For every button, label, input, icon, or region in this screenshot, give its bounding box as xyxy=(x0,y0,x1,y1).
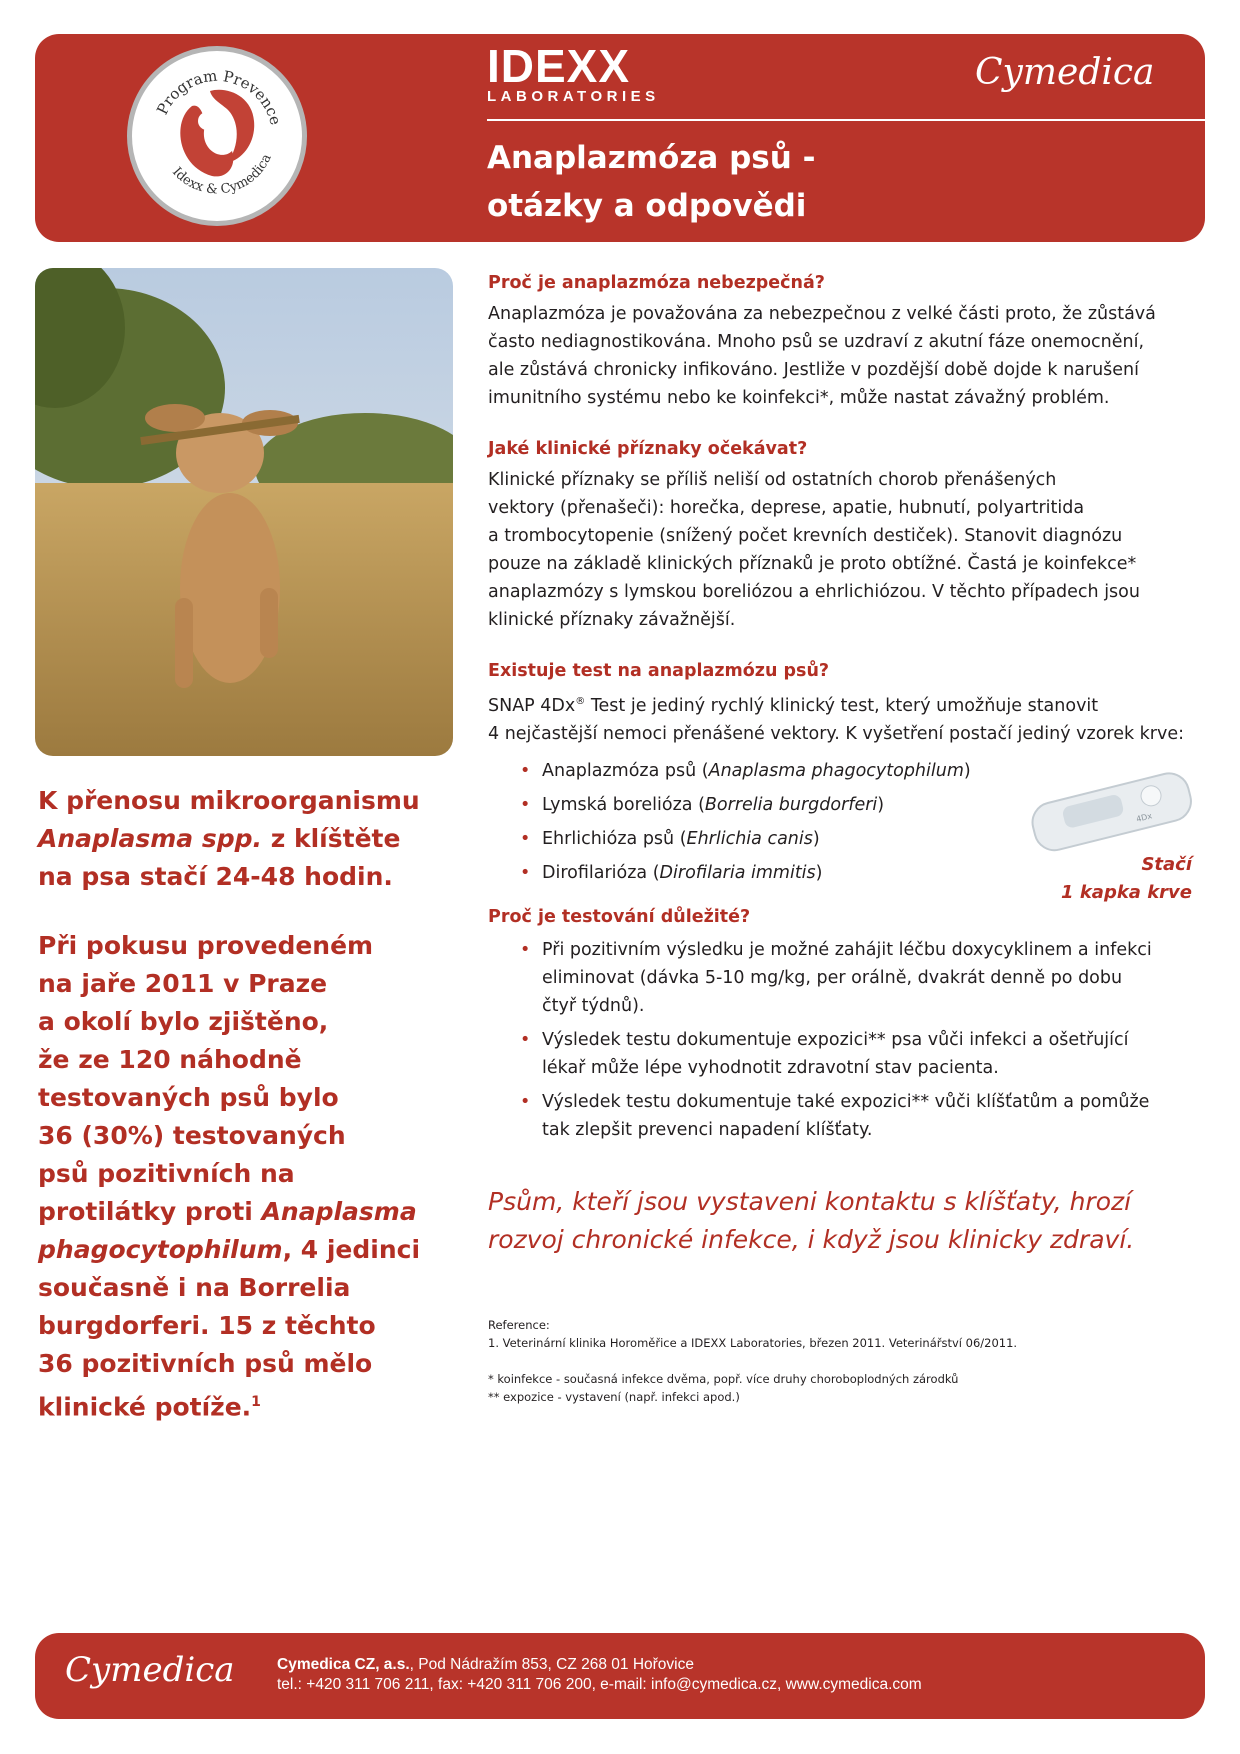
list-item: • Výsledek testu dokumentuje také expozici** vůči klíšťatům a pomůže tak zlepšit prevenci napadení klíšťaty. xyxy=(488,1088,1188,1144)
one-drop-caption: Stačí 1 kapka krve xyxy=(1061,854,1192,903)
list-item: • Při pozitivním výsledku je možné zahájit léčbu doxycyklinem a infekci eliminovat (dávka 5-10 mg/kg, per orálně, dvakrát denně po dobu čtyř týdnů). xyxy=(488,936,1188,1020)
footer-banner xyxy=(35,1633,1205,1719)
program-prevence-badge xyxy=(127,46,307,226)
reference-1: 1. Veterinární klinika Horoměřice a IDEXX Laboratories, březen 2011. Veterinářství 06/2011. xyxy=(488,1336,1018,1350)
idexx-logo-small: LABORATORIES xyxy=(487,88,660,105)
left-highlight-text xyxy=(38,782,448,1457)
title-line-1: Anaplazmóza psů - xyxy=(487,140,816,176)
header-divider xyxy=(487,119,1205,121)
dog-photo xyxy=(35,268,453,756)
left-paragraph-2: Při pokusu provedeném na jaře 2011 v Praze a okolí bylo zjištěno, že ze 120 náhodně testovaných psů bylo 36 (30%) testovaných psů pozitivních na protilátky proti Anaplasma phagocytophilum, 4 jedinci současně i na Borrelia burgdorferi. 15 z těchto 36 pozitivních psů mělo klinické potíže.$^1$ xyxy=(38,931,421,1422)
section-4-heading: Proč je testování důležité? xyxy=(488,906,751,927)
device-label: 4Dx xyxy=(1135,811,1153,824)
title-line-2: otázky a odpovědi xyxy=(487,188,807,224)
list-item: • Výsledek testu dokumentuje expozici** psa vůči infekci a ošetřující lékař může lépe vyhodnotit zdravotní stav pacienta. xyxy=(488,1026,1188,1082)
footnote-2: ** expozice - vystavení (např. infekci apod.) xyxy=(488,1390,740,1404)
list-item: • Ehrlichióza psů (Ehrlichia canis) xyxy=(488,822,1188,856)
badge-bottom-text: Idexx & Cymedica xyxy=(169,151,275,198)
testing-benefits-list xyxy=(488,936,1188,1144)
footnote-1: * koinfekce - současná infekce dvěma, popř. více druhy choroboplodných zárodků xyxy=(488,1372,959,1386)
footer-address: Cymedica CZ, a.s., Pod Nádražím 853, CZ 268 01 Hořovice tel.: +420 311 706 211, fax: +420 311 706 200, e-mail: info@cymedica.cz, www.cymedica.com xyxy=(277,1656,922,1693)
header-banner xyxy=(35,34,1205,242)
section-1-heading: Proč je anaplazmóza nebezpečná? xyxy=(488,273,825,293)
list-item: • Dirofilarióza (Dirofilaria immitis) xyxy=(488,856,1188,890)
cymedica-logo: Cymedica xyxy=(975,52,1155,93)
section-2-heading: Jaké klinické příznaky očekávat? xyxy=(488,439,808,459)
section-1-body: Anaplazmóza je považována za nebezpečnou z velké části proto, že zůstává často nediagnostikována. Mnoho psů se uzdraví z akutní fáze onemocnění, ale zůstává chronicky infikováno. Jestliže v pozdější době dojde k narušení imunitního systému nebo ke koinfekci*, může nastat závažný problém. xyxy=(488,304,1156,408)
highlight-quote: Psům, kteří jsou vystaveni kontaktu s klíšťaty, hrozí rozvoj chronické infekce, i když jsou klinicky zdraví. xyxy=(488,1187,1135,1254)
right-column xyxy=(488,268,1188,1144)
badge-top-text: Program Prevence xyxy=(153,66,285,127)
idexx-logo xyxy=(487,40,660,106)
list-item: • Anaplazmóza psů (Anaplasma phagocytophilum) xyxy=(488,754,1188,788)
footer-contact: tel.: +420 311 706 211, fax: +420 311 706 200, e-mail: info@cymedica.cz, www.cymedica.com xyxy=(277,1676,922,1693)
section-3-body: SNAP 4Dx® Test je jediný rychlý klinický test, který umožňuje stanovit 4 nejčastější nemoci přenášené vektory. K vyšetření postačí jediný vzorek krve: xyxy=(488,695,1185,744)
list-item: • Lymská borelióza (Borrelia burgdorferi) xyxy=(488,788,1188,822)
footer-cymedica-logo: Cymedica xyxy=(65,1650,235,1690)
section-3-heading: Existuje test na anaplazmózu psů? xyxy=(488,661,830,681)
page-title xyxy=(487,134,815,230)
section-2-body: Klinické příznaky se příliš neliší od ostatních chorob přenášených vektory (přenašeči): horečka, deprese, apatie, hubnutí, polyartritida a trombocytopenie (snížený počet krevních destiček). Stanovit diagnózu pouze na základě klinických příznaků je proto obtížné. Častá je koinfekce* anaplazmózy s lymskou boreliózou a ehrlichiózou. V těchto případech jsou klinické příznaky závažnější. xyxy=(488,470,1140,630)
left-paragraph-1: K přenosu mikroorganismu Anaplasma spp. z klíštěte na psa stačí 24-48 hodin. xyxy=(38,786,420,891)
idexx-logo-big: IDEXX xyxy=(487,40,631,92)
references-label: Reference: xyxy=(488,1318,550,1332)
references xyxy=(488,1316,1188,1406)
